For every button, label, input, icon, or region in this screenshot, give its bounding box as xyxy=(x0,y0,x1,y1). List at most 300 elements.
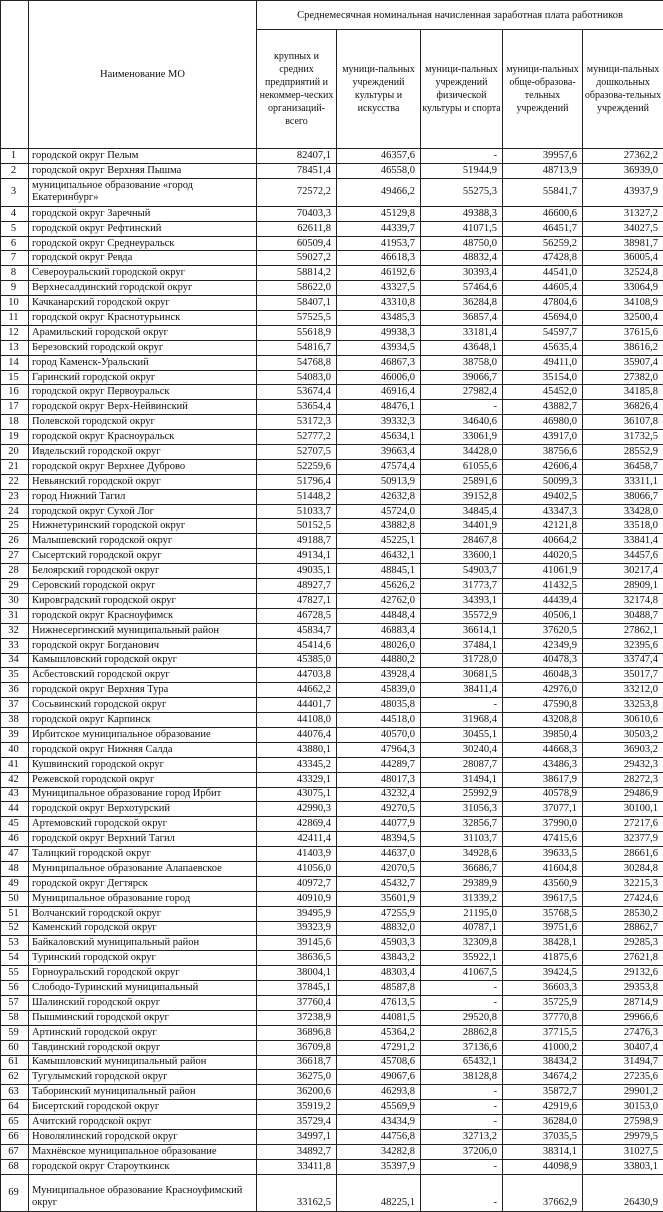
salary-sport: 36614,1 xyxy=(421,623,503,638)
salary-schools: 41875,6 xyxy=(503,951,583,966)
salary-preschools: 33064,9 xyxy=(583,281,663,296)
table-row xyxy=(1,623,663,638)
salary-sport: 30455,1 xyxy=(421,727,503,742)
salary-culture: 35601,9 xyxy=(337,891,421,906)
salary-schools: 39617,5 xyxy=(503,891,583,906)
salary-culture: 43882,8 xyxy=(337,519,421,534)
salary-enterprises: 58407,1 xyxy=(257,296,337,311)
mo-name: Бисертский городской округ xyxy=(29,1100,257,1115)
salary-culture: 48303,4 xyxy=(337,966,421,981)
salary-enterprises: 53172,3 xyxy=(257,415,337,430)
table-row xyxy=(1,713,663,728)
mo-name: Березовский городской округ xyxy=(29,340,257,355)
salary-culture: 43232,4 xyxy=(337,787,421,802)
mo-name: городской округ Нижняя Салда xyxy=(29,742,257,757)
table-row xyxy=(1,430,663,445)
salary-enterprises: 59027,2 xyxy=(257,251,337,266)
salary-culture: 46867,3 xyxy=(337,355,421,370)
salary-schools: 39751,6 xyxy=(503,921,583,936)
salary-sport: 55275,3 xyxy=(421,178,503,206)
row-number: 62 xyxy=(1,1070,29,1085)
mo-name: городской округ Сухой Лог xyxy=(29,504,257,519)
salary-culture: 44880,2 xyxy=(337,653,421,668)
row-number: 69 xyxy=(1,1174,29,1211)
table-row xyxy=(1,668,663,683)
mo-name: Слободо-Туринский муниципальный xyxy=(29,981,257,996)
mo-name: Махнёвское муниципальное образование xyxy=(29,1144,257,1159)
row-number: 38 xyxy=(1,713,29,728)
salary-culture: 40570,0 xyxy=(337,727,421,742)
row-number: 26 xyxy=(1,534,29,549)
table-row xyxy=(1,266,663,281)
salary-enterprises: 51448,2 xyxy=(257,489,337,504)
mo-name: городской округ Краснотурьинск xyxy=(29,311,257,326)
mo-name: Сосьвинский городской округ xyxy=(29,698,257,713)
salary-culture: 48587,8 xyxy=(337,981,421,996)
row-number: 19 xyxy=(1,430,29,445)
salary-preschools: 33747,4 xyxy=(583,653,663,668)
salary-enterprises: 43075,1 xyxy=(257,787,337,802)
salary-preschools: 34027,5 xyxy=(583,221,663,236)
salary-enterprises: 51033,7 xyxy=(257,504,337,519)
salary-schools: 37990,0 xyxy=(503,817,583,832)
salary-preschools: 27217,6 xyxy=(583,817,663,832)
salary-schools: 47428,8 xyxy=(503,251,583,266)
salary-preschools: 32500,4 xyxy=(583,311,663,326)
mo-name: Малышевский городской округ xyxy=(29,534,257,549)
mo-name: городской округ Ревда xyxy=(29,251,257,266)
salary-enterprises: 43345,2 xyxy=(257,757,337,772)
mo-name: Камышловский муниципальный район xyxy=(29,1055,257,1070)
row-number: 68 xyxy=(1,1159,29,1174)
table-row xyxy=(1,549,663,564)
salary-enterprises: 49188,7 xyxy=(257,534,337,549)
table-row xyxy=(1,251,663,266)
row-number: 46 xyxy=(1,832,29,847)
salary-schools: 40478,3 xyxy=(503,653,583,668)
salary-sport: 34640,6 xyxy=(421,415,503,430)
salary-preschools: 27621,8 xyxy=(583,951,663,966)
salary-enterprises: 54768,8 xyxy=(257,355,337,370)
salary-sport: 31056,3 xyxy=(421,802,503,817)
salary-enterprises: 34892,7 xyxy=(257,1144,337,1159)
salary-enterprises: 52259,6 xyxy=(257,459,337,474)
salary-schools: 45694,0 xyxy=(503,311,583,326)
salary-preschools: 33518,0 xyxy=(583,519,663,534)
salary-culture: 48035,8 xyxy=(337,698,421,713)
mo-name: Невьянский городской округ xyxy=(29,474,257,489)
salary-preschools: 27382,0 xyxy=(583,370,663,385)
salary-culture: 46432,1 xyxy=(337,549,421,564)
row-number: 22 xyxy=(1,474,29,489)
salary-sport: 57464,6 xyxy=(421,281,503,296)
salary-schools: 43347,3 xyxy=(503,504,583,519)
table-row xyxy=(1,281,663,296)
salary-enterprises: 37238,9 xyxy=(257,1010,337,1025)
mo-name: Серовский городской округ xyxy=(29,579,257,594)
salary-culture: 44289,7 xyxy=(337,757,421,772)
salary-preschools: 28552,9 xyxy=(583,445,663,460)
mo-name: городской округ Верхотурский xyxy=(29,802,257,817)
salary-preschools: 29901,2 xyxy=(583,1085,663,1100)
table-row xyxy=(1,1115,663,1130)
salary-preschools: 36939,0 xyxy=(583,163,663,178)
salary-preschools: 27862,1 xyxy=(583,623,663,638)
salary-schools: 43560,9 xyxy=(503,876,583,891)
salary-culture: 44637,0 xyxy=(337,847,421,862)
salary-schools: 39957,6 xyxy=(503,149,583,164)
table-row xyxy=(1,340,663,355)
salary-sport: 37484,1 xyxy=(421,638,503,653)
salary-sport: 31494,1 xyxy=(421,772,503,787)
table-row xyxy=(1,415,663,430)
salary-enterprises: 70403,3 xyxy=(257,206,337,221)
mo-name: Волчанский городской округ xyxy=(29,906,257,921)
salary-sport: 51944,9 xyxy=(421,163,503,178)
mo-name: Кушвинский городской округ xyxy=(29,757,257,772)
salary-culture: 44518,0 xyxy=(337,713,421,728)
salary-schools: 46980,0 xyxy=(503,415,583,430)
salary-enterprises: 62611,8 xyxy=(257,221,337,236)
salary-schools: 35768,5 xyxy=(503,906,583,921)
table-row xyxy=(1,981,663,996)
table-row xyxy=(1,149,663,164)
salary-enterprises: 45834,7 xyxy=(257,623,337,638)
salary-enterprises: 44076,4 xyxy=(257,727,337,742)
salary-schools: 35725,9 xyxy=(503,995,583,1010)
salary-culture: 46293,8 xyxy=(337,1085,421,1100)
salary-culture: 46192,6 xyxy=(337,266,421,281)
salary-culture: 45364,2 xyxy=(337,1025,421,1040)
salary-sport: 32713,2 xyxy=(421,1130,503,1145)
salary-sport: 25992,9 xyxy=(421,787,503,802)
salary-schools: 37077,1 xyxy=(503,802,583,817)
salary-preschools: 27235,6 xyxy=(583,1070,663,1085)
salary-sport: 39152,8 xyxy=(421,489,503,504)
row-number: 54 xyxy=(1,951,29,966)
salary-sport: 49388,3 xyxy=(421,206,503,221)
row-number: 25 xyxy=(1,519,29,534)
salary-schools: 38756,6 xyxy=(503,445,583,460)
mo-name: городской округ Верх-Нейвинский xyxy=(29,400,257,415)
salary-schools: 35872,7 xyxy=(503,1085,583,1100)
table-row xyxy=(1,1085,663,1100)
mo-name: Талицкий городской округ xyxy=(29,847,257,862)
salary-sport: 48832,4 xyxy=(421,251,503,266)
salary-sport: 38128,8 xyxy=(421,1070,503,1085)
salary-schools: 39850,4 xyxy=(503,727,583,742)
mo-name: Муниципальное образование Красноуфимский округ xyxy=(29,1174,257,1211)
table-row xyxy=(1,951,663,966)
salary-culture: 47255,9 xyxy=(337,906,421,921)
salary-sport: 43648,1 xyxy=(421,340,503,355)
salary-culture: 43327,5 xyxy=(337,281,421,296)
row-number: 40 xyxy=(1,742,29,757)
salary-preschools: 27424,6 xyxy=(583,891,663,906)
mo-name: Тугулымский городской округ xyxy=(29,1070,257,1085)
salary-culture: 45724,0 xyxy=(337,504,421,519)
salary-schools: 47804,6 xyxy=(503,296,583,311)
row-number: 65 xyxy=(1,1115,29,1130)
row-number: 51 xyxy=(1,906,29,921)
salary-schools: 45452,0 xyxy=(503,385,583,400)
salary-sport: - xyxy=(421,149,503,164)
table-row xyxy=(1,1070,663,1085)
salary-enterprises: 44703,8 xyxy=(257,668,337,683)
salary-schools: 37662,9 xyxy=(503,1174,583,1211)
salary-sport: 31968,4 xyxy=(421,713,503,728)
salary-enterprises: 35919,2 xyxy=(257,1100,337,1115)
row-number-header xyxy=(1,1,29,149)
salary-enterprises: 41403,9 xyxy=(257,847,337,862)
salary-schools: 41061,9 xyxy=(503,564,583,579)
mo-name: Качканарский городской округ xyxy=(29,296,257,311)
salary-enterprises: 78451,4 xyxy=(257,163,337,178)
salary-schools: 43882,7 xyxy=(503,400,583,415)
salary-preschools: 30153,0 xyxy=(583,1100,663,1115)
table-row xyxy=(1,1025,663,1040)
salary-enterprises: 39495,9 xyxy=(257,906,337,921)
salary-enterprises: 60509,4 xyxy=(257,236,337,251)
table-row xyxy=(1,832,663,847)
salary-sport: 35922,1 xyxy=(421,951,503,966)
salary-sport: 36686,7 xyxy=(421,861,503,876)
row-number: 17 xyxy=(1,400,29,415)
salary-sport: 30681,5 xyxy=(421,668,503,683)
salary-culture: 45225,1 xyxy=(337,534,421,549)
salary-enterprises: 42869,4 xyxy=(257,817,337,832)
salary-schools: 49402,5 xyxy=(503,489,583,504)
table-row xyxy=(1,802,663,817)
row-number: 49 xyxy=(1,876,29,891)
table-row xyxy=(1,966,663,981)
mo-name: Таборинский муниципальный район xyxy=(29,1085,257,1100)
salary-sport: 40787,1 xyxy=(421,921,503,936)
salary-culture: 44848,4 xyxy=(337,608,421,623)
salary-culture: 47964,3 xyxy=(337,742,421,757)
salary-sport: 25891,6 xyxy=(421,474,503,489)
table-row xyxy=(1,1100,663,1115)
salary-preschools: 32377,9 xyxy=(583,832,663,847)
salary-sport: - xyxy=(421,995,503,1010)
mo-name: Асбестовский городской округ xyxy=(29,668,257,683)
salary-preschools: 37615,6 xyxy=(583,325,663,340)
salary-culture: 49938,3 xyxy=(337,325,421,340)
salary-sport: - xyxy=(421,1115,503,1130)
mo-name: городской округ Староуткинск xyxy=(29,1159,257,1174)
col-header-schools: муници-пальных обще-образова-тельных учреждений xyxy=(503,30,583,149)
table-row xyxy=(1,1010,663,1025)
mo-name: Муниципальное образование город xyxy=(29,891,257,906)
salary-enterprises: 82407,1 xyxy=(257,149,337,164)
salary-preschools: 33311,1 xyxy=(583,474,663,489)
salary-culture: 43934,5 xyxy=(337,340,421,355)
table-row xyxy=(1,772,663,787)
mo-name: городской округ Верхняя Тура xyxy=(29,683,257,698)
row-number: 24 xyxy=(1,504,29,519)
salary-sport: - xyxy=(421,400,503,415)
salary-preschools: 34108,9 xyxy=(583,296,663,311)
salary-sport: - xyxy=(421,1174,503,1211)
salary-enterprises: 36618,7 xyxy=(257,1055,337,1070)
mo-name: Ивдельский городской округ xyxy=(29,445,257,460)
table-row xyxy=(1,236,663,251)
mo-name: Артемовский городской округ xyxy=(29,817,257,832)
row-number: 9 xyxy=(1,281,29,296)
table-row xyxy=(1,459,663,474)
table-body xyxy=(1,149,663,1212)
salary-culture: 46006,0 xyxy=(337,370,421,385)
table-row xyxy=(1,847,663,862)
mo-name: городской округ Заречный xyxy=(29,206,257,221)
salary-preschools: 36903,2 xyxy=(583,742,663,757)
salary-schools: 44020,5 xyxy=(503,549,583,564)
salary-preschools: 32524,8 xyxy=(583,266,663,281)
table-row xyxy=(1,163,663,178)
row-number: 67 xyxy=(1,1144,29,1159)
salary-preschools: 31732,5 xyxy=(583,430,663,445)
salary-schools: 47415,6 xyxy=(503,832,583,847)
table-row xyxy=(1,504,663,519)
salary-schools: 40578,9 xyxy=(503,787,583,802)
salary-culture: 49270,5 xyxy=(337,802,421,817)
salary-enterprises: 57525,5 xyxy=(257,311,337,326)
salary-schools: 42606,4 xyxy=(503,459,583,474)
row-number: 16 xyxy=(1,385,29,400)
table-row xyxy=(1,564,663,579)
mo-name: городской округ Красноуфимск xyxy=(29,608,257,623)
salary-enterprises: 58814,2 xyxy=(257,266,337,281)
salary-sport: 29520,8 xyxy=(421,1010,503,1025)
salary-preschools: 30503,2 xyxy=(583,727,663,742)
salary-culture: 48026,0 xyxy=(337,638,421,653)
table-row xyxy=(1,876,663,891)
salary-sport: 28087,7 xyxy=(421,757,503,772)
salary-sport: 30393,4 xyxy=(421,266,503,281)
salary-preschools: 38981,7 xyxy=(583,236,663,251)
table-row xyxy=(1,311,663,326)
table-row xyxy=(1,325,663,340)
salary-enterprises: 36275,0 xyxy=(257,1070,337,1085)
salary-preschools: 30610,6 xyxy=(583,713,663,728)
salary-schools: 34674,2 xyxy=(503,1070,583,1085)
salary-enterprises: 42990,3 xyxy=(257,802,337,817)
salary-culture: 50913,9 xyxy=(337,474,421,489)
salary-enterprises: 44662,2 xyxy=(257,683,337,698)
salary-schools: 43486,3 xyxy=(503,757,583,772)
salary-preschools: 31027,5 xyxy=(583,1144,663,1159)
salary-preschools: 33803,1 xyxy=(583,1159,663,1174)
salary-culture: 39332,3 xyxy=(337,415,421,430)
salary-sport: 31773,7 xyxy=(421,579,503,594)
salary-culture: 44756,8 xyxy=(337,1130,421,1145)
salary-preschools: 33841,4 xyxy=(583,534,663,549)
mo-name: Нижнетуринский городской округ xyxy=(29,519,257,534)
table-row xyxy=(1,489,663,504)
salary-culture: 48017,3 xyxy=(337,772,421,787)
salary-culture: 45432,7 xyxy=(337,876,421,891)
salary-sport: 34428,0 xyxy=(421,445,503,460)
mo-name: Пышминский городской округ xyxy=(29,1010,257,1025)
salary-sport: 32856,7 xyxy=(421,817,503,832)
salary-schools: 41000,2 xyxy=(503,1040,583,1055)
row-number: 52 xyxy=(1,921,29,936)
salary-sport: 39066,7 xyxy=(421,370,503,385)
salary-culture: 35397,9 xyxy=(337,1159,421,1174)
salary-schools: 46048,3 xyxy=(503,668,583,683)
salary-enterprises: 44108,0 xyxy=(257,713,337,728)
row-number: 60 xyxy=(1,1040,29,1055)
table-row xyxy=(1,534,663,549)
salary-schools: 44098,9 xyxy=(503,1159,583,1174)
row-number: 56 xyxy=(1,981,29,996)
row-number: 28 xyxy=(1,564,29,579)
row-number: 2 xyxy=(1,163,29,178)
mo-name: Каменский городской округ xyxy=(29,921,257,936)
salary-schools: 41604,8 xyxy=(503,861,583,876)
salary-sport: 21195,0 xyxy=(421,906,503,921)
salary-enterprises: 36200,6 xyxy=(257,1085,337,1100)
mo-name: городской округ Верхняя Пышма xyxy=(29,163,257,178)
row-number: 64 xyxy=(1,1100,29,1115)
salary-preschools: 26430,9 xyxy=(583,1174,663,1211)
salary-enterprises: 54083,0 xyxy=(257,370,337,385)
mo-name: город Нижний Тагил xyxy=(29,489,257,504)
salary-preschools: 32395,6 xyxy=(583,638,663,653)
salary-sport: 30240,4 xyxy=(421,742,503,757)
salary-sport: 36857,4 xyxy=(421,311,503,326)
salary-sport: 33061,9 xyxy=(421,430,503,445)
mo-name: Сысертский городской округ xyxy=(29,549,257,564)
row-number: 34 xyxy=(1,653,29,668)
row-number: 36 xyxy=(1,683,29,698)
mo-name: городской округ Красноуральск xyxy=(29,430,257,445)
salary-sport: 28862,8 xyxy=(421,1025,503,1040)
mo-name: Верхнесалдинский городской округ xyxy=(29,281,257,296)
salary-culture: 47613,5 xyxy=(337,995,421,1010)
row-number: 11 xyxy=(1,311,29,326)
salary-schools: 44439,4 xyxy=(503,593,583,608)
mo-name: Ирбитское муниципальное образование xyxy=(29,727,257,742)
salary-schools: 39424,5 xyxy=(503,966,583,981)
mo-name: Артинский городской округ xyxy=(29,1025,257,1040)
table-row xyxy=(1,683,663,698)
row-number: 32 xyxy=(1,623,29,638)
salary-preschools: 36005,4 xyxy=(583,251,663,266)
salary-schools: 49411,0 xyxy=(503,355,583,370)
mo-name: Туринский городской округ xyxy=(29,951,257,966)
row-number: 53 xyxy=(1,936,29,951)
salary-enterprises: 54816,7 xyxy=(257,340,337,355)
table-row xyxy=(1,296,663,311)
salary-culture: 45634,1 xyxy=(337,430,421,445)
salary-culture: 39663,4 xyxy=(337,445,421,460)
salary-schools: 50099,3 xyxy=(503,474,583,489)
salary-preschools: 43937,9 xyxy=(583,178,663,206)
row-number: 35 xyxy=(1,668,29,683)
row-number: 14 xyxy=(1,355,29,370)
salary-schools: 38434,2 xyxy=(503,1055,583,1070)
salary-schools: 38617,9 xyxy=(503,772,583,787)
salary-preschools: 28714,9 xyxy=(583,995,663,1010)
table-row xyxy=(1,787,663,802)
row-number: 10 xyxy=(1,296,29,311)
salary-enterprises: 45385,0 xyxy=(257,653,337,668)
salary-enterprises: 43880,1 xyxy=(257,742,337,757)
table-row xyxy=(1,891,663,906)
salary-preschools: 33253,8 xyxy=(583,698,663,713)
salary-culture: 45708,6 xyxy=(337,1055,421,1070)
